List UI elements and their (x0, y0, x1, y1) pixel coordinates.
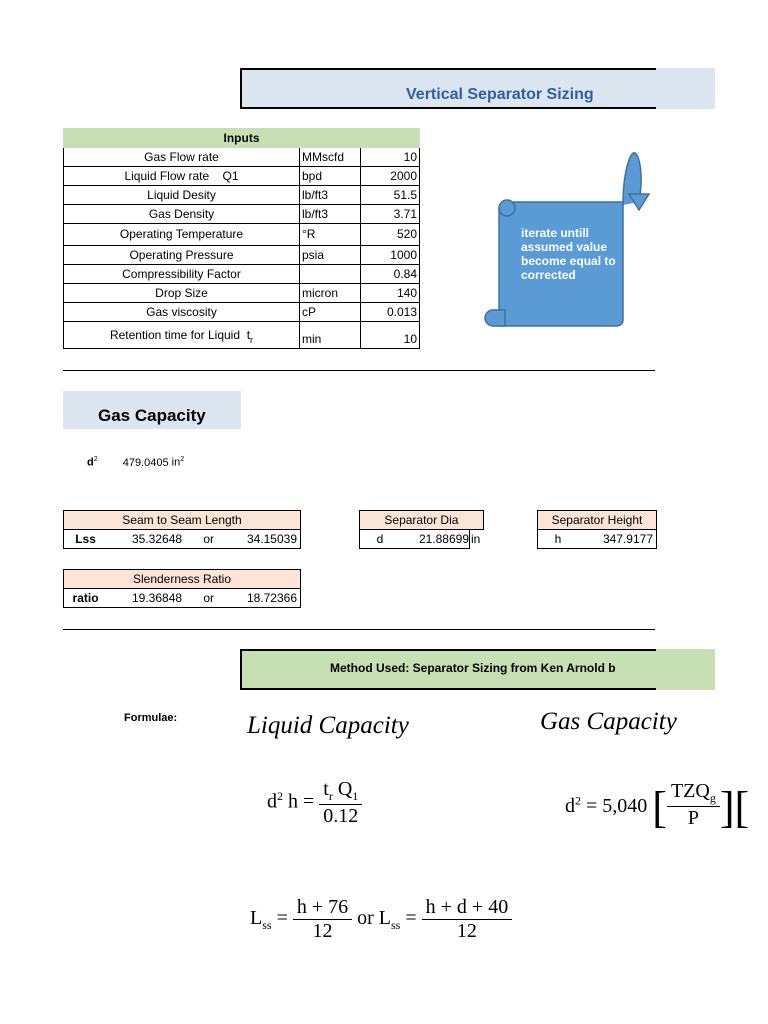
input-unit: lb/ft3 (300, 205, 361, 224)
lss-label: Lss (64, 530, 108, 549)
liquid-capacity-title: Liquid Capacity (247, 712, 409, 739)
input-value[interactable]: 2000 (361, 167, 420, 186)
input-label: Gas viscosity (64, 303, 300, 322)
input-unit: min (300, 322, 361, 349)
formulae-label: Formulae: (124, 712, 178, 724)
h-label: h (538, 530, 579, 549)
input-row (64, 148, 420, 167)
iterate-note: iterate untill assumed value become equal to corrected (521, 226, 616, 282)
input-label: Drop Size (64, 284, 300, 303)
input-row (64, 265, 420, 284)
divider (63, 370, 655, 371)
d2-value: 479.0405 (122, 456, 169, 469)
input-row (64, 246, 420, 265)
gas-capacity-heading: Gas Capacity (98, 406, 206, 425)
input-unit: MMscfd (300, 148, 361, 167)
separator-dia-header: Separator Dia (360, 511, 484, 530)
input-label: Liquid Flow rate Q1 (64, 167, 300, 186)
input-row (64, 205, 420, 224)
ratio-value-1: 19.36848 (107, 589, 185, 608)
title-banner (240, 68, 715, 109)
inputs-table (63, 128, 420, 349)
d-unit: in (471, 532, 481, 547)
or-label: or (185, 589, 232, 608)
input-label: Liquid Desity (64, 186, 300, 205)
slenderness-box (63, 569, 301, 608)
d-label: d (360, 530, 401, 549)
input-label: Operating Temperature (64, 224, 300, 246)
input-value[interactable]: 10 (361, 322, 420, 349)
input-row (64, 284, 420, 303)
input-value[interactable]: 520 (361, 224, 420, 246)
separator-dia-box (359, 510, 484, 549)
seam-length-box (63, 510, 301, 549)
input-value[interactable]: 3.71 (361, 205, 420, 224)
d2-result: $d^2$ 479.0405 $in^2$ (87, 456, 185, 469)
separator-height-box (537, 510, 657, 549)
slenderness-header: Slenderness Ratio (64, 570, 301, 589)
h-value: 347.9177 (578, 530, 657, 549)
input-value[interactable]: 10 (361, 148, 420, 167)
input-row (64, 186, 420, 205)
input-unit: micron (300, 284, 361, 303)
or-label: or (185, 530, 232, 549)
page-title: Vertical Separator Sizing (406, 86, 594, 103)
input-label: Retention time for Liquid $t_r$ (64, 322, 300, 349)
input-value[interactable]: 0.84 (361, 265, 420, 284)
input-unit: lb/ft3 (300, 186, 361, 205)
input-label: Operating Pressure (64, 246, 300, 265)
gas-capacity-section-header (63, 391, 241, 429)
input-value[interactable]: 51.5 (361, 186, 420, 205)
input-label: Gas Density (64, 205, 300, 224)
input-label: Compressibility Factor (64, 265, 300, 284)
divider (63, 629, 655, 630)
ratio-label: ratio (64, 589, 108, 608)
d-value: 21.88699 (400, 530, 470, 549)
input-value[interactable]: 1000 (361, 246, 420, 265)
input-value[interactable]: 140 (361, 284, 420, 303)
gas-capacity-formula-title: Gas Capacity (540, 708, 677, 735)
input-label: Gas Flow rate (64, 148, 300, 167)
seam-length-header: Seam to Seam Length (64, 511, 301, 530)
input-unit (300, 265, 361, 284)
lss-value-1: 35.32648 (107, 530, 185, 549)
input-row (64, 167, 420, 186)
method-banner (240, 649, 715, 690)
input-row (64, 303, 420, 322)
method-text: Method Used: Separator Sizing from Ken Arnold b (330, 661, 616, 675)
input-value[interactable]: 0.013 (361, 303, 420, 322)
input-unit: psia (300, 246, 361, 265)
input-unit: cP (300, 303, 361, 322)
input-unit: bpd (300, 167, 361, 186)
seam-length-equation: $L_{ss}$ = $\frac{h + 76}{12}$ or $L_{ss}$ = $\frac{h + d + 40}{12}$ (250, 896, 512, 943)
lss-value-2: 34.15039 (232, 530, 300, 549)
separator-height-header: Separator Height (538, 511, 657, 530)
ratio-value-2: 18.72366 (232, 589, 300, 608)
inputs-header: Inputs (64, 129, 420, 148)
input-row (64, 224, 420, 246)
input-unit: °R (300, 224, 361, 246)
gas-capacity-equation: $d^2 = 5,040$ [ $\frac{TZQ_g}{P}$ ][ (565, 780, 750, 832)
input-row (64, 322, 420, 349)
liquid-capacity-equation: $d^2$ h = $\frac{t_r Q_1}{0.12}$ (267, 778, 362, 828)
